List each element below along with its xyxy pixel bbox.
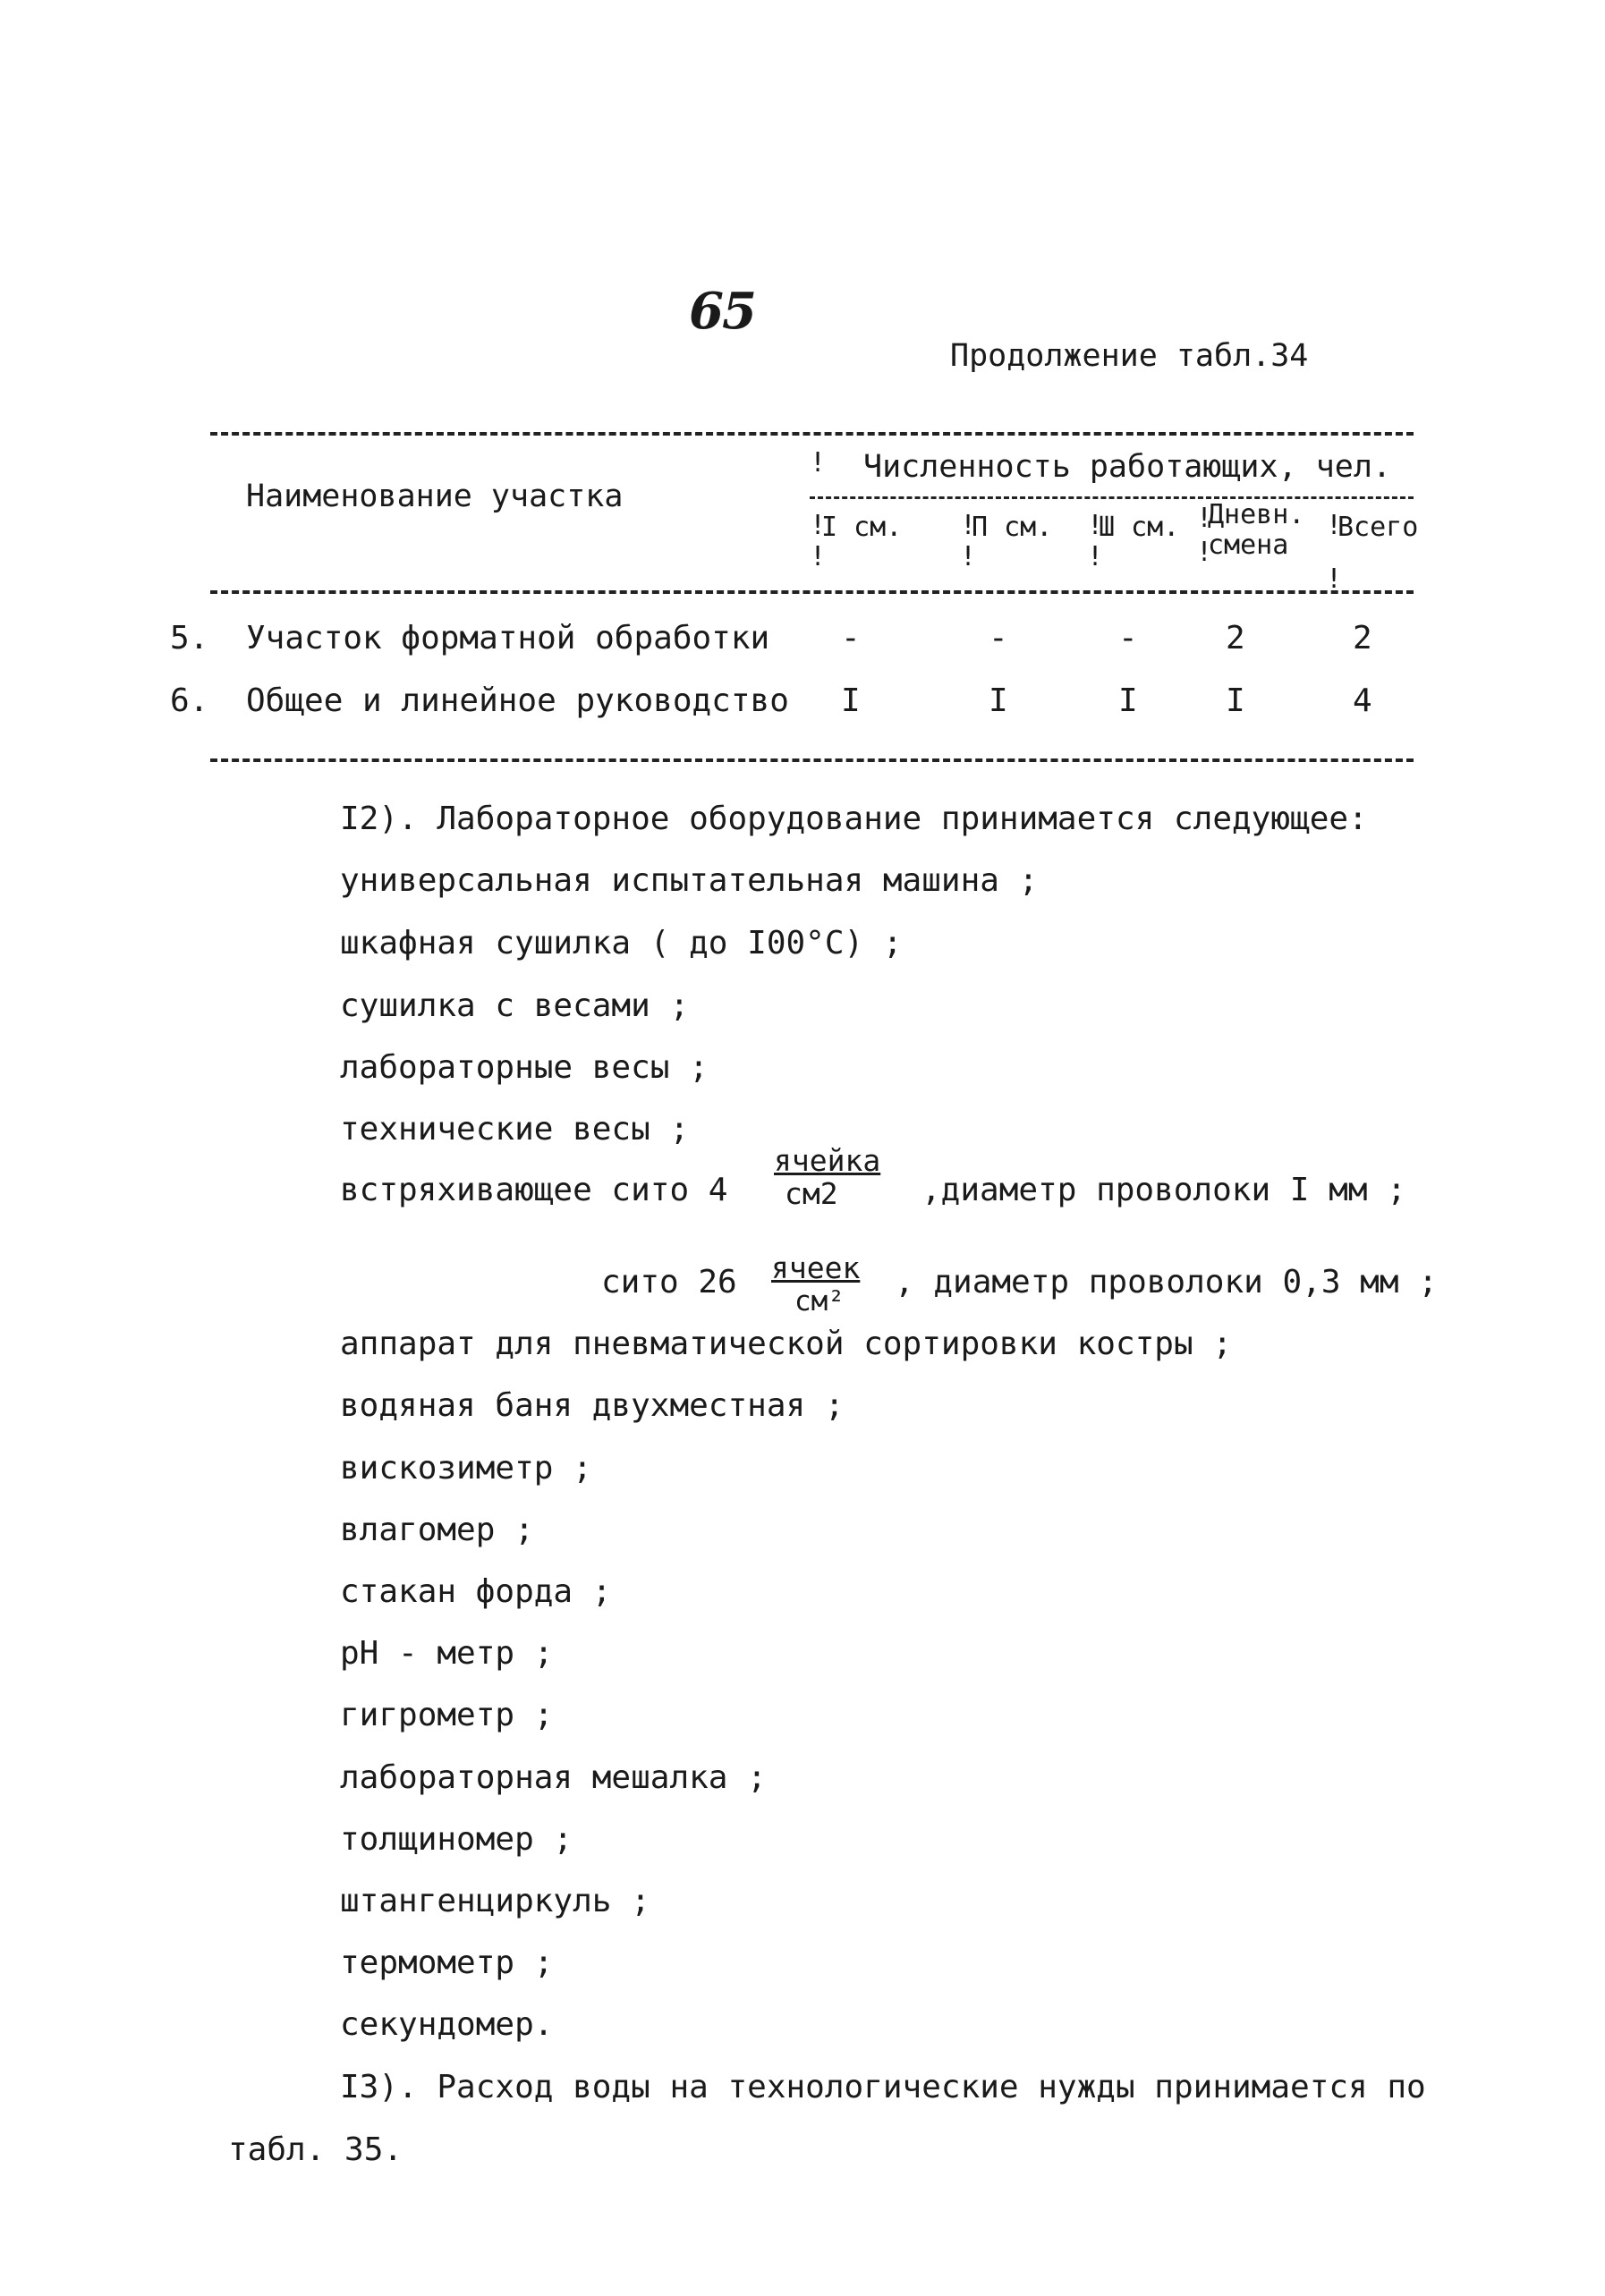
fraction-numerator: ячейка xyxy=(774,1143,881,1178)
table-cell-shift-3: - xyxy=(1118,620,1138,657)
fraction-numerator: ячеек xyxy=(771,1250,861,1285)
fraction-denominator: см² xyxy=(794,1285,845,1317)
equipment-line-sieve: встряхивающее сито 4 xyxy=(340,1172,728,1208)
table-cell-shift-1: - xyxy=(841,620,861,657)
header-separator: ! xyxy=(1087,541,1104,572)
table-continuation-caption: Продолжение табл.34 xyxy=(950,338,1309,374)
column-header-shift-3: Ш см. xyxy=(1099,512,1180,543)
header-separator: ! xyxy=(1087,510,1104,541)
equipment-line: термометр ; xyxy=(340,1944,554,1981)
page-number: 65 xyxy=(689,282,755,341)
column-header-name: Наименование участка xyxy=(246,479,624,514)
equipment-line-sieve-2-tail: , диаметр проволоки 0,3 мм ; xyxy=(895,1264,1438,1301)
equipment-line: шкафная сушилка ( до I00°С) ; xyxy=(340,925,903,962)
equipment-line: вискозиметр ; xyxy=(340,1450,592,1487)
table-cell-shift-1: I xyxy=(841,682,861,719)
table-bottom-rule xyxy=(210,758,1414,762)
table-header-rule xyxy=(210,590,1414,594)
header-separator: ! xyxy=(1326,563,1343,595)
table-cell-total: 2 xyxy=(1353,620,1372,657)
equipment-line: сушилка с весами ; xyxy=(340,987,690,1024)
table-cell-shift-3: I xyxy=(1118,682,1138,719)
header-separator: ! xyxy=(810,447,827,479)
paragraph-item-12-intro: I2). Лабораторное оборудование принимается следующее: xyxy=(340,801,1368,837)
equipment-line: секундомер. xyxy=(340,2006,554,2043)
table-top-rule xyxy=(210,432,1414,436)
paragraph-item-13-cont: табл. 35. xyxy=(228,2131,403,2168)
paragraph-item-13: I3). Расход воды на технологические нужды принимается по xyxy=(340,2069,1426,2105)
header-separator: ! xyxy=(1196,537,1213,568)
table-cell-total: 4 xyxy=(1353,682,1372,719)
table-cell-shift-2: I xyxy=(989,682,1008,719)
header-separator: ! xyxy=(810,510,827,541)
header-separator: ! xyxy=(1196,503,1213,534)
column-header-total: Всего xyxy=(1338,512,1419,543)
table-cell-shift-2: - xyxy=(989,620,1008,657)
header-separator: ! xyxy=(810,541,827,572)
column-header-day: Дневн. xyxy=(1208,499,1305,530)
equipment-line: гигрометр ; xyxy=(340,1697,554,1733)
equipment-line: технические весы ; xyxy=(340,1111,690,1148)
fraction-denominator: см2 xyxy=(785,1176,838,1211)
equipment-line: водяная баня двухместная ; xyxy=(340,1387,845,1424)
header-separator: ! xyxy=(960,541,977,572)
table-cell-day: I xyxy=(1226,682,1245,719)
column-header-shift-2: П см. xyxy=(972,512,1053,543)
column-header-shift-1: I см. xyxy=(821,512,903,543)
equipment-line-sieve-2: сито 26 xyxy=(601,1264,737,1301)
equipment-line: штангенциркуль ; xyxy=(340,1883,650,1919)
column-header-day-shift: смена xyxy=(1208,530,1289,561)
table-row-name: Общее и линейное руководство xyxy=(246,682,789,719)
equipment-line: аппарат для пневматической сортировки костры ; xyxy=(340,1326,1232,1362)
group-header-rule xyxy=(810,496,1414,499)
column-group-header: Численность работающих, чел. xyxy=(863,449,1392,485)
equipment-line: влагомер ; xyxy=(340,1512,534,1548)
header-separator: ! xyxy=(960,510,977,541)
header-separator: ! xyxy=(1326,510,1343,541)
equipment-line: лабораторная мешалка ; xyxy=(340,1759,767,1796)
equipment-line-sieve-tail: ,диаметр проволоки I мм ; xyxy=(921,1172,1406,1208)
table-row-name: Участок форматной обработки xyxy=(246,620,770,657)
table-row-number: 5. xyxy=(170,620,209,657)
table-row-number: 6. xyxy=(170,682,209,719)
equipment-line: лабораторные весы ; xyxy=(340,1049,709,1086)
equipment-line: рН - метр ; xyxy=(340,1635,554,1672)
equipment-line: толщиномер ; xyxy=(340,1821,573,1858)
equipment-line: универсальная испытательная машина ; xyxy=(340,862,1039,899)
table-cell-day: 2 xyxy=(1226,620,1245,657)
equipment-line: стакан форда ; xyxy=(340,1573,612,1610)
